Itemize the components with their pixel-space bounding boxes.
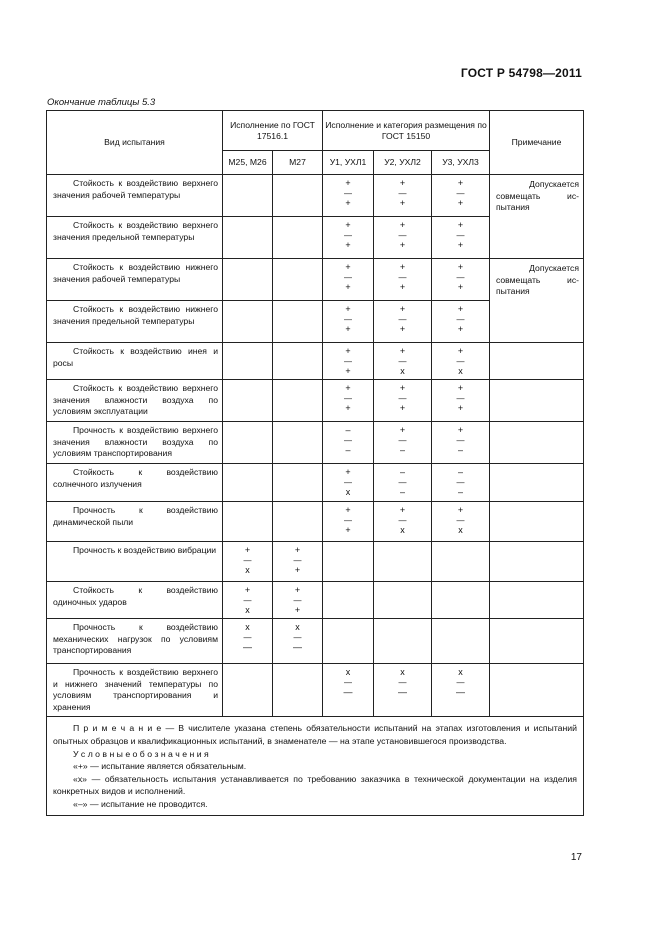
fraction-bar: — bbox=[344, 357, 352, 366]
numerator: + bbox=[345, 346, 351, 356]
value-cell bbox=[223, 217, 273, 259]
value-cell bbox=[273, 301, 323, 343]
value-cell bbox=[223, 259, 273, 301]
fraction-bar: — bbox=[456, 357, 465, 366]
denominator: — bbox=[456, 687, 465, 697]
value-cell bbox=[374, 464, 432, 502]
numerator: + bbox=[345, 304, 351, 314]
fraction-bar: — bbox=[293, 596, 302, 605]
fraction-bar: — bbox=[344, 315, 352, 324]
header-test-type: Вид испытания bbox=[47, 111, 223, 175]
value-cell bbox=[273, 259, 323, 301]
table-caption: Окончание таблицы 5.3 bbox=[47, 97, 156, 108]
empty-note-cell bbox=[490, 422, 584, 464]
numerator: + bbox=[345, 467, 351, 477]
fraction-bar: — bbox=[456, 189, 465, 198]
fraction-bar: — bbox=[398, 189, 407, 198]
denominator: + bbox=[345, 403, 351, 413]
value-cell bbox=[374, 422, 432, 464]
value-cell bbox=[432, 619, 490, 664]
value-cell bbox=[374, 301, 432, 343]
numerator: + bbox=[399, 262, 406, 272]
value-cell bbox=[273, 502, 323, 542]
numerator: + bbox=[457, 346, 464, 356]
denominator: — bbox=[343, 687, 353, 697]
denominator: + bbox=[457, 324, 464, 334]
numerator: х bbox=[458, 667, 463, 677]
header-category-group: Исполнение и категория размещения по ГОСТ 15150 bbox=[323, 111, 490, 151]
fraction-value bbox=[457, 422, 465, 456]
fraction-bar: — bbox=[243, 556, 252, 565]
value-cell bbox=[323, 619, 374, 664]
empty-note-cell bbox=[490, 542, 584, 582]
numerator: + bbox=[399, 178, 406, 188]
test-name-cell: Стойкость к воздействию инея и росы bbox=[47, 343, 223, 380]
denominator: + bbox=[345, 366, 351, 376]
numerator: + bbox=[244, 585, 251, 595]
value-cell bbox=[273, 582, 323, 619]
value-cell bbox=[273, 542, 323, 582]
fraction-value bbox=[457, 301, 465, 335]
legend-item: «–» — испытание не проводится. bbox=[73, 798, 208, 809]
value-cell bbox=[374, 343, 432, 380]
value-cell bbox=[432, 175, 490, 217]
fraction-bar: — bbox=[398, 516, 407, 525]
fraction-bar: — bbox=[243, 596, 252, 605]
value-cell bbox=[223, 464, 273, 502]
note-cell bbox=[490, 175, 584, 259]
value-cell bbox=[323, 175, 374, 217]
note-line: совмещать ис- bbox=[496, 190, 579, 201]
header-note: Примечание bbox=[490, 111, 584, 175]
value-cell bbox=[432, 259, 490, 301]
denominator: + bbox=[399, 240, 406, 250]
fraction-value bbox=[399, 217, 407, 251]
table-footnote bbox=[47, 717, 584, 815]
value-cell bbox=[223, 582, 273, 619]
fraction-value bbox=[398, 664, 407, 698]
fraction-value bbox=[457, 380, 465, 414]
fraction-value bbox=[457, 175, 465, 209]
value-cell bbox=[323, 259, 374, 301]
subheader: М25, М26 bbox=[223, 151, 273, 175]
note-cell bbox=[490, 259, 584, 343]
value-cell bbox=[223, 422, 273, 464]
table-row bbox=[47, 259, 584, 301]
denominator: + bbox=[399, 324, 406, 334]
fraction-value bbox=[244, 542, 252, 576]
test-table bbox=[46, 110, 584, 816]
fraction-value bbox=[344, 175, 352, 209]
legend-item: «х» — обязательность испытания устанавливается по требованию заказчика в технической документации на изделия конкретных видов и исполнений. bbox=[53, 773, 577, 797]
fraction-value bbox=[399, 502, 407, 536]
value-cell bbox=[273, 343, 323, 380]
numerator: + bbox=[457, 262, 464, 272]
fraction-value bbox=[344, 664, 353, 698]
denominator: – bbox=[399, 487, 405, 497]
fraction-value bbox=[457, 464, 465, 498]
fraction-value bbox=[344, 301, 352, 335]
numerator: – bbox=[399, 467, 405, 477]
value-cell bbox=[432, 542, 490, 582]
test-name-cell: Стойкость к воздействию верхнего значения предельной температуры bbox=[47, 217, 223, 259]
numerator: + bbox=[294, 585, 301, 595]
fraction-value bbox=[457, 217, 465, 251]
subheader: М27 bbox=[273, 151, 323, 175]
fraction-bar: — bbox=[344, 478, 352, 487]
fraction-bar: — bbox=[456, 394, 465, 403]
fraction-bar: — bbox=[398, 273, 407, 282]
fraction-bar: — bbox=[398, 231, 407, 240]
value-cell bbox=[432, 464, 490, 502]
numerator: + bbox=[345, 220, 351, 230]
denominator: – bbox=[399, 445, 405, 455]
denominator: + bbox=[345, 198, 351, 208]
fraction-value bbox=[294, 582, 302, 616]
value-cell bbox=[323, 343, 374, 380]
value-cell bbox=[273, 619, 323, 664]
note-line: пытания bbox=[496, 286, 530, 297]
numerator: + bbox=[457, 505, 464, 515]
table-row bbox=[47, 343, 584, 380]
value-cell bbox=[323, 582, 374, 619]
numerator: + bbox=[399, 505, 406, 515]
fraction-value bbox=[456, 664, 465, 698]
numerator: + bbox=[345, 505, 351, 515]
fraction-value bbox=[399, 175, 407, 209]
numerator: + bbox=[345, 262, 351, 272]
value-cell bbox=[223, 542, 273, 582]
fraction-bar: — bbox=[293, 556, 302, 565]
denominator: – bbox=[457, 487, 463, 497]
denominator: + bbox=[457, 198, 464, 208]
numerator: х bbox=[400, 667, 405, 677]
numerator: – bbox=[345, 425, 351, 435]
numerator: + bbox=[457, 383, 464, 393]
denominator: + bbox=[457, 282, 464, 292]
numerator: + bbox=[345, 178, 351, 188]
note-line: Допускается bbox=[529, 179, 579, 189]
value-cell bbox=[374, 582, 432, 619]
fraction-bar: — bbox=[398, 315, 407, 324]
value-cell bbox=[432, 217, 490, 259]
fraction-value bbox=[457, 343, 465, 377]
denominator: х bbox=[400, 366, 405, 376]
value-cell bbox=[273, 664, 323, 717]
test-name-cell: Прочность к воздействию вибрации bbox=[47, 542, 223, 582]
value-cell bbox=[432, 502, 490, 542]
test-name-cell: Стойкость к воздействию нижнего значения рабочей температуры bbox=[47, 259, 223, 301]
value-cell bbox=[432, 422, 490, 464]
denominator: – bbox=[457, 445, 463, 455]
fraction-bar: — bbox=[293, 633, 302, 642]
denominator: + bbox=[399, 282, 406, 292]
fraction-bar: — bbox=[344, 189, 352, 198]
fraction-bar: — bbox=[456, 678, 465, 687]
subheader: У1, УХЛ1 bbox=[323, 151, 374, 175]
test-name-cell: Стойкость к воздействию верхнего значения рабочей температуры bbox=[47, 175, 223, 217]
table-row bbox=[47, 175, 584, 217]
numerator: + bbox=[244, 545, 251, 555]
value-cell bbox=[432, 301, 490, 343]
fraction-bar: — bbox=[398, 357, 407, 366]
denominator: + bbox=[399, 403, 406, 413]
fraction-bar: — bbox=[456, 273, 465, 282]
fraction-value bbox=[344, 380, 352, 414]
value-cell bbox=[374, 380, 432, 422]
value-cell bbox=[323, 502, 374, 542]
fraction-value bbox=[244, 582, 252, 616]
value-cell bbox=[223, 301, 273, 343]
numerator: + bbox=[457, 220, 464, 230]
fraction-bar: — bbox=[456, 478, 465, 487]
table-row bbox=[47, 664, 584, 717]
denominator: х bbox=[400, 525, 405, 535]
subheader: У3, УХЛ3 bbox=[432, 151, 490, 175]
value-cell bbox=[432, 380, 490, 422]
numerator: х bbox=[345, 667, 351, 677]
numerator: + bbox=[399, 383, 406, 393]
denominator: — bbox=[398, 687, 407, 697]
numerator: х bbox=[245, 622, 250, 632]
test-name-cell: Прочность к воздействию верхнего значения влажности воздуха по условиям транспортирования bbox=[47, 422, 223, 464]
fraction-value bbox=[399, 259, 407, 293]
value-cell bbox=[323, 664, 374, 717]
denominator: + bbox=[294, 565, 301, 575]
numerator: + bbox=[345, 383, 351, 393]
value-cell bbox=[374, 175, 432, 217]
numerator: + bbox=[294, 545, 301, 555]
denominator: — bbox=[293, 642, 302, 652]
fraction-value bbox=[344, 259, 352, 293]
empty-note-cell bbox=[490, 664, 584, 717]
fraction-value bbox=[344, 217, 352, 251]
empty-note-cell bbox=[490, 343, 584, 380]
numerator: + bbox=[457, 425, 464, 435]
footnote-note: П р и м е ч а н и е — В числителе указана степень обязательности испытаний на этапах изготовления и испытаний опытных образцов и квалификационных испытаний, в знаменателе — на этапе установившегося производства. bbox=[53, 723, 578, 746]
table-row bbox=[47, 619, 584, 664]
numerator: + bbox=[399, 304, 406, 314]
denominator: — bbox=[243, 642, 252, 652]
denominator: + bbox=[294, 605, 301, 615]
note-line: пытания bbox=[496, 202, 530, 213]
fraction-bar: — bbox=[398, 394, 407, 403]
value-cell bbox=[374, 542, 432, 582]
test-name-cell: Стойкость к воздействию солнечного излучения bbox=[47, 464, 223, 502]
fraction-bar: — bbox=[344, 231, 352, 240]
value-cell bbox=[223, 380, 273, 422]
fraction-bar: — bbox=[344, 436, 352, 445]
denominator: х bbox=[458, 525, 463, 535]
value-cell bbox=[323, 217, 374, 259]
numerator: + bbox=[399, 425, 406, 435]
value-cell bbox=[273, 217, 323, 259]
subheader: У2, УХЛ2 bbox=[374, 151, 432, 175]
fraction-value bbox=[344, 502, 352, 536]
numerator: + bbox=[399, 346, 406, 356]
denominator: + bbox=[345, 282, 351, 292]
fraction-value bbox=[344, 422, 352, 456]
denominator: х bbox=[245, 605, 250, 615]
document-code: ГОСТ Р 54798—2011 bbox=[460, 66, 582, 80]
fraction-bar: — bbox=[344, 678, 352, 687]
denominator: + bbox=[399, 198, 406, 208]
empty-note-cell bbox=[490, 582, 584, 619]
fraction-value bbox=[293, 619, 302, 653]
fraction-bar: — bbox=[398, 678, 407, 687]
test-name-cell: Стойкость к воздействию одиночных ударов bbox=[47, 582, 223, 619]
fraction-bar: — bbox=[344, 516, 352, 525]
value-cell bbox=[323, 301, 374, 343]
note-line: Допускается bbox=[529, 263, 579, 273]
fraction-bar: — bbox=[398, 436, 407, 445]
empty-note-cell bbox=[490, 619, 584, 664]
empty-note-cell bbox=[490, 464, 584, 502]
fraction-value bbox=[294, 542, 302, 576]
fraction-bar: — bbox=[344, 394, 352, 403]
empty-note-cell bbox=[490, 380, 584, 422]
test-name-cell: Прочность к воздействию механических нагрузок по условиям транспортирования bbox=[47, 619, 223, 664]
denominator: х bbox=[245, 565, 250, 575]
value-cell bbox=[374, 502, 432, 542]
table-row bbox=[47, 582, 584, 619]
value-cell bbox=[223, 343, 273, 380]
header-execution-group: Исполнение по ГОСТ 17516.1 bbox=[223, 111, 323, 151]
fraction-value bbox=[243, 619, 252, 653]
value-cell bbox=[273, 175, 323, 217]
value-cell bbox=[223, 619, 273, 664]
numerator: х bbox=[295, 622, 300, 632]
table-row bbox=[47, 542, 584, 582]
fraction-value bbox=[399, 422, 407, 456]
denominator: + bbox=[457, 403, 464, 413]
fraction-value bbox=[399, 380, 407, 414]
legend-item: «+» — испытание является обязательным. bbox=[73, 761, 247, 772]
value-cell bbox=[223, 502, 273, 542]
value-cell bbox=[323, 464, 374, 502]
numerator: + bbox=[457, 178, 464, 188]
value-cell bbox=[432, 343, 490, 380]
test-name-cell: Стойкость к воздействию верхнего значения влажности воздуха по условиям эксплуатации bbox=[47, 380, 223, 422]
value-cell bbox=[323, 380, 374, 422]
numerator: + bbox=[399, 220, 406, 230]
fraction-value bbox=[457, 502, 465, 536]
numerator: – bbox=[457, 467, 463, 477]
legend-title: У с л о в н ы е о б о з н а ч е н и я bbox=[73, 748, 209, 759]
fraction-value bbox=[344, 464, 352, 498]
page-number: 17 bbox=[570, 852, 582, 863]
value-cell bbox=[374, 259, 432, 301]
test-name-cell: Стойкость к воздействию нижнего значения предельной температуры bbox=[47, 301, 223, 343]
denominator: + bbox=[457, 240, 464, 250]
table-row bbox=[47, 502, 584, 542]
fraction-bar: — bbox=[456, 315, 465, 324]
denominator: + bbox=[345, 324, 351, 334]
numerator: + bbox=[457, 304, 464, 314]
value-cell bbox=[273, 380, 323, 422]
table-row bbox=[47, 464, 584, 502]
fraction-bar: — bbox=[344, 273, 352, 282]
fraction-bar: — bbox=[456, 436, 465, 445]
value-cell bbox=[432, 582, 490, 619]
value-cell bbox=[374, 619, 432, 664]
value-cell bbox=[374, 217, 432, 259]
value-cell bbox=[432, 664, 490, 717]
value-cell bbox=[273, 464, 323, 502]
value-cell bbox=[374, 664, 432, 717]
fraction-bar: — bbox=[398, 478, 407, 487]
empty-note-cell bbox=[490, 502, 584, 542]
value-cell bbox=[323, 422, 374, 464]
table-row bbox=[47, 380, 584, 422]
fraction-value bbox=[344, 343, 352, 377]
fraction-bar: — bbox=[456, 516, 465, 525]
note-line: совмещать ис- bbox=[496, 274, 579, 285]
fraction-value bbox=[457, 259, 465, 293]
denominator: + bbox=[345, 525, 351, 535]
fraction-value bbox=[399, 343, 407, 377]
value-cell bbox=[223, 664, 273, 717]
test-name-cell: Прочность к воздействию динамической пыли bbox=[47, 502, 223, 542]
fraction-bar: — bbox=[243, 633, 252, 642]
denominator: х bbox=[458, 366, 463, 376]
table-row bbox=[47, 422, 584, 464]
denominator: – bbox=[345, 445, 351, 455]
test-name-cell: Прочность к воздействию верхнего и нижнего значений температуры по условиям транспортирования и хранения bbox=[47, 664, 223, 717]
fraction-value bbox=[399, 464, 407, 498]
value-cell bbox=[273, 422, 323, 464]
denominator: х bbox=[345, 487, 351, 497]
fraction-value bbox=[399, 301, 407, 335]
fraction-bar: — bbox=[456, 231, 465, 240]
value-cell bbox=[323, 542, 374, 582]
value-cell bbox=[223, 175, 273, 217]
denominator: + bbox=[345, 240, 351, 250]
